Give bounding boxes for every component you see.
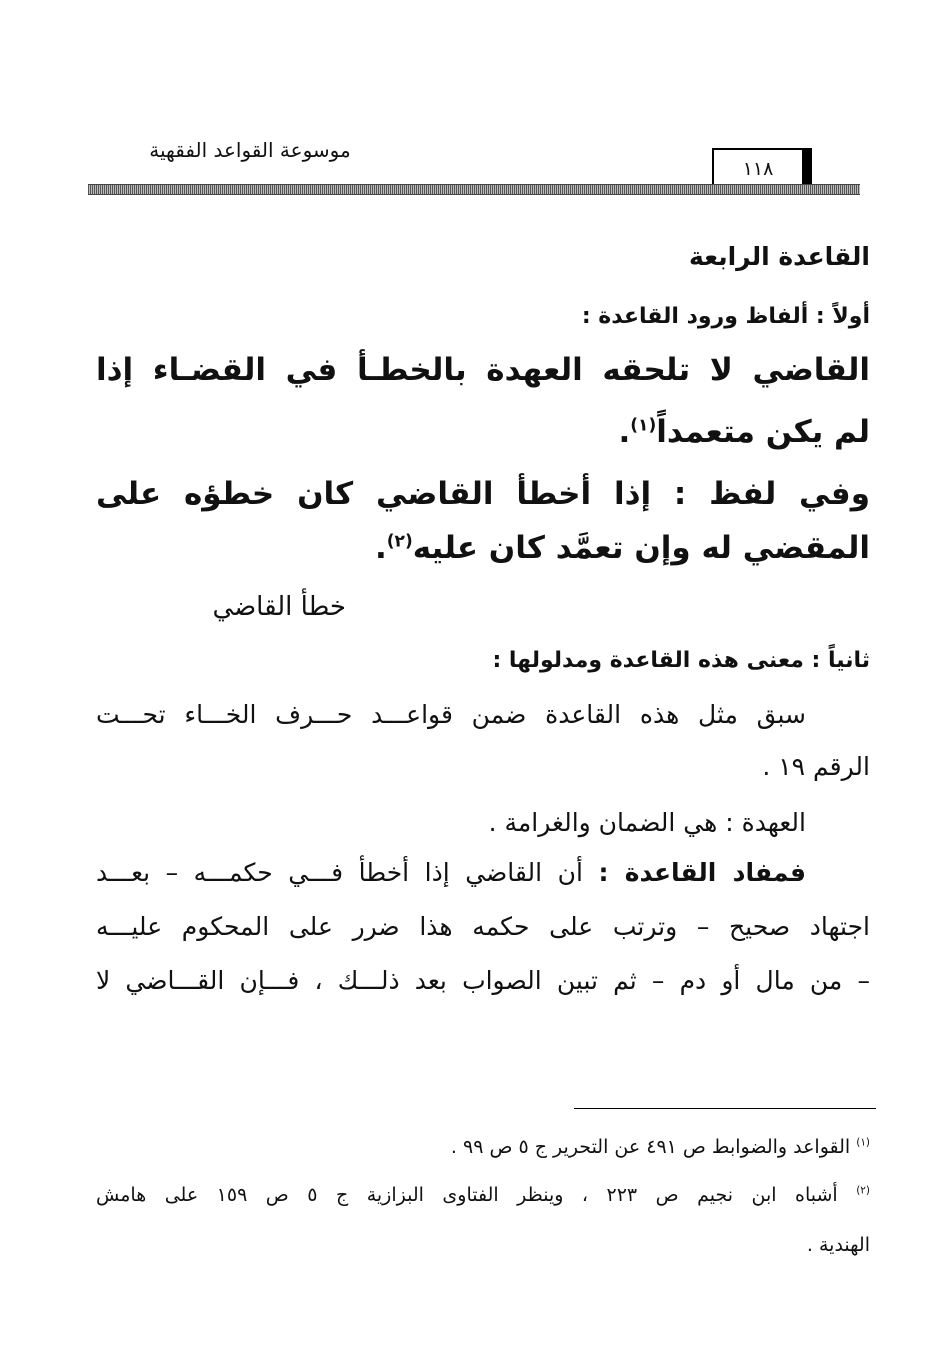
para1-line2: الرقم ١٩ . xyxy=(762,752,870,781)
alt-text-line2 xyxy=(96,530,870,566)
rule-text-line1: القاضي لا تلحقه العهدة بالخطـأ في القضـاء إذا xyxy=(96,352,870,388)
alt-text-line1: وفي لفظ : إذا أخطأ القاضي كان خطؤه على xyxy=(96,476,870,512)
alt-text-end: . xyxy=(374,530,387,566)
header-rule xyxy=(88,184,860,195)
rule-text-end: . xyxy=(618,414,631,450)
para3-line1 xyxy=(96,858,806,887)
rule-title: القاعدة الرابعة xyxy=(688,242,870,271)
para3-text: أن القاضي إذا أخطأ فـــي حكمـــه – بعـــد xyxy=(96,858,599,887)
page-number: ١١٨ xyxy=(742,158,774,180)
footnote-2-text: أشباه ابن نجيم ص ٢٢٣ ، وينظر الفتاوى البزازية ج ٥ ص ١٥٩ على هامش xyxy=(96,1184,857,1206)
footnote-ref-2: (٢) xyxy=(386,531,413,552)
para1-line1: سبق مثل هذه القاعدة ضمن قواعـــد حـــرف الخـــاء تحـــت xyxy=(96,700,806,729)
footnote-1 xyxy=(96,1136,870,1158)
para3-line3: – من مال أو دم – ثم تبين الصواب بعد ذلـــك ، فـــإن القـــاضي لا xyxy=(96,966,870,995)
footnote-ref-1: (١) xyxy=(630,415,657,436)
para2: العهدة : هي الضمان والغرامة . xyxy=(488,808,806,837)
rule-text-line2 xyxy=(96,414,870,450)
footnote-2 xyxy=(96,1184,870,1206)
footnote-1-marker: (١) xyxy=(856,1136,870,1149)
rule-text: لم يكن متعمداً xyxy=(656,414,870,450)
footnote-2-marker: (٢) xyxy=(856,1184,870,1197)
alt-text: المقضي له وإن تعمَّد كان عليه xyxy=(412,530,870,566)
page-number-box xyxy=(712,148,804,188)
section2-heading: ثانياً : معنى هذه القاعدة ومدلولها : xyxy=(492,648,870,673)
footnote-2-continuation: الهندية . xyxy=(806,1234,870,1256)
para3-line2: اجتهاد صحيح – وترتب على حكمه هذا ضرر على المحكوم عليـــه xyxy=(96,912,870,941)
running-header-title: موسوعة القواعد الفقهية xyxy=(149,138,351,162)
keyword: خطأ القاضي xyxy=(212,592,346,622)
section1-heading: أولاً : ألفاظ ورود القاعدة : xyxy=(581,304,870,329)
footnote-rule xyxy=(574,1108,876,1109)
para3-label: فمفاد القاعدة : xyxy=(598,858,806,887)
footnote-1-text: القواعد والضوابط ص ٤٩١ عن التحرير ج ٥ ص ٩٩ . xyxy=(450,1136,857,1158)
